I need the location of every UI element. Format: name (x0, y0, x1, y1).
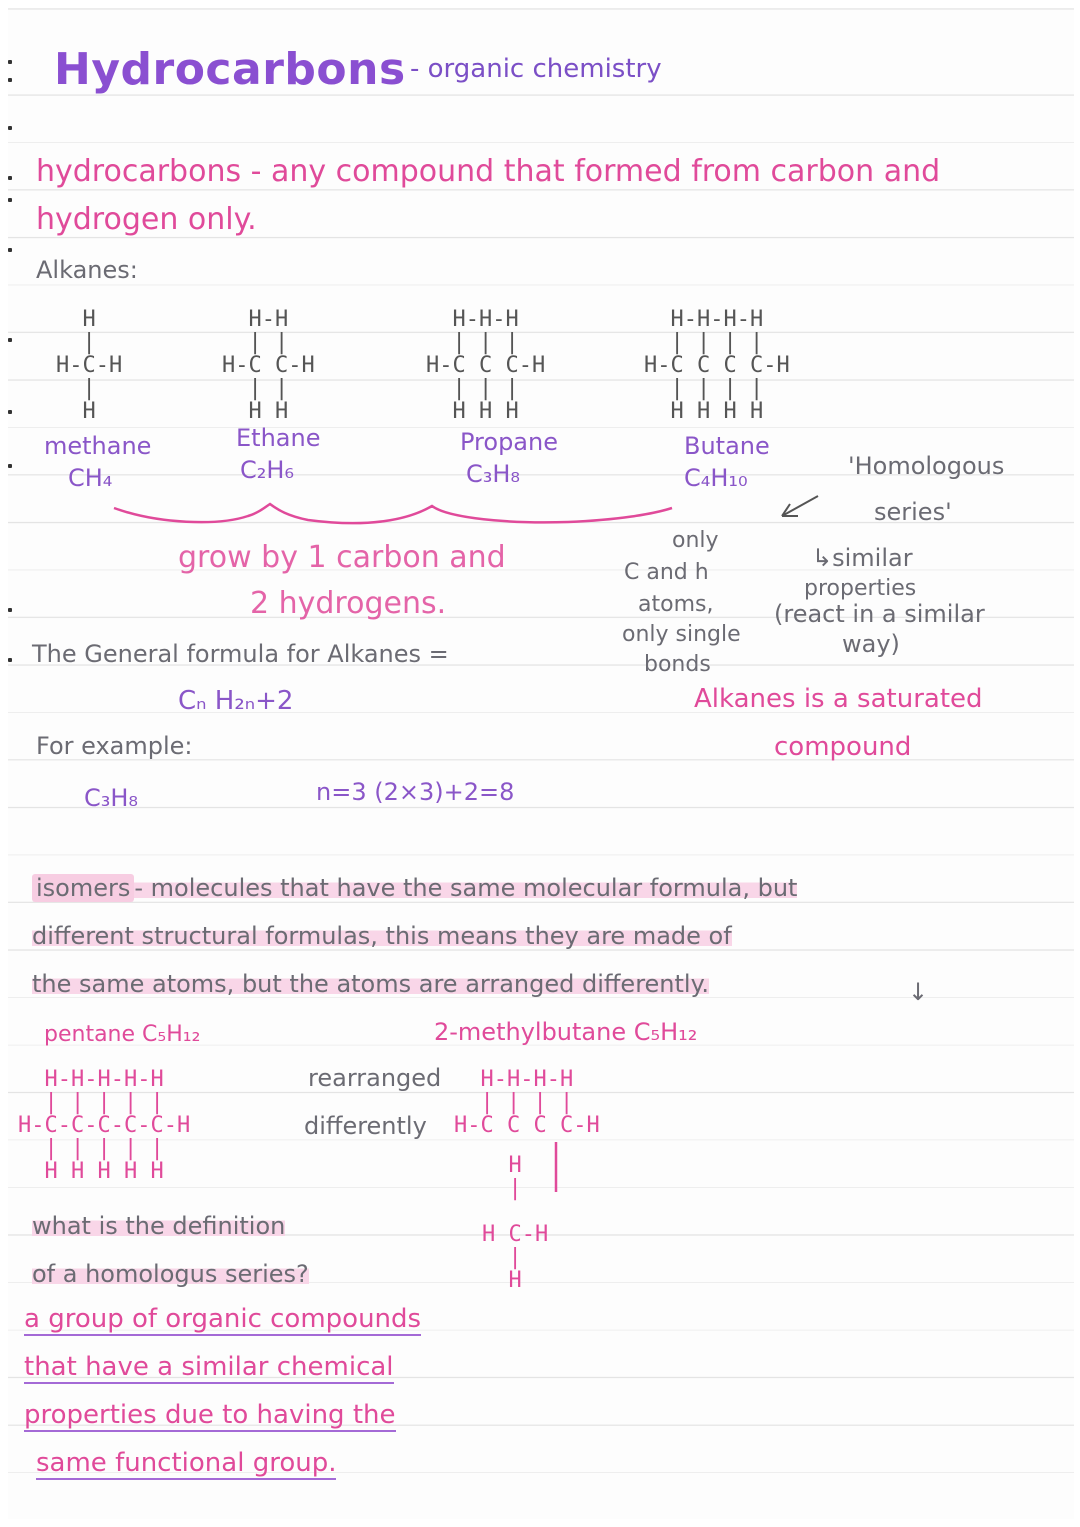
methane-formula: CH₄ (68, 464, 113, 492)
butane-structure: H-H-H-H | | | | H-C C C C-H | | | | H H H H (644, 307, 790, 425)
isomers-line-1-text: - molecules that have the same molecular formula, but (134, 874, 798, 902)
homologous-note-line-2: series' (874, 498, 952, 526)
answer-line-4 (36, 1448, 336, 1478)
definition-line-1: hydrocarbons - any compound that formed from carbon and (36, 154, 941, 189)
butane-formula: C₄H₁₀ (684, 464, 748, 492)
isomers-line-1 (32, 874, 797, 902)
example-formula: C₃H₈ (84, 784, 139, 812)
homologous-note-line-6: way) (842, 630, 900, 658)
homologous-note-line-4: properties (804, 576, 917, 601)
rearranged-note-line-2: differently (304, 1112, 427, 1140)
butane-name: Butane (684, 432, 770, 460)
isomers-term: isomers (32, 874, 134, 902)
saturated-note-line-1: Alkanes is a saturated (694, 684, 983, 714)
notebook-page (8, 8, 1074, 1519)
propane-name: Propane (460, 428, 558, 456)
methylbutane-label: 2-methylbutane C₅H₁₂ (434, 1018, 698, 1046)
homologous-note-line-1: 'Homologous (848, 452, 1005, 480)
grouping-brace (114, 504, 672, 523)
homologous-note-line-5: (react in a similar (774, 600, 985, 628)
isomers-line-2: different structural formulas, this means they are made of (32, 922, 732, 950)
homologous-note-line-3: ↳similar (812, 544, 913, 572)
rearranged-note-line-1: rearranged (308, 1064, 442, 1092)
methylbutane-branch: H | H C-H | H (482, 1153, 549, 1294)
propane-structure: H-H-H | | | H-C C C-H | | | H H H (426, 307, 546, 425)
ethane-name: Ethane (236, 424, 321, 452)
answer-line-1 (24, 1304, 421, 1334)
answer-line-3-text: properties due to having the (24, 1400, 396, 1430)
methane-structure: H | H-C-H | H (56, 307, 123, 425)
only-note-line-1: only (672, 528, 719, 553)
definition-line-2: hydrogen only. (36, 202, 257, 237)
answer-line-2 (24, 1352, 394, 1382)
pentane-structure: H-H-H-H-H | | | | | H-C-C-C-C-C-H | | | | | H H H H H (18, 1067, 191, 1185)
answer-line-2-text: that have a similar chemical (24, 1352, 394, 1382)
answer-line-4-text: same functional group. (36, 1448, 337, 1478)
page-subtitle: - organic chemistry (410, 54, 662, 84)
ethane-formula: C₂H₆ (240, 456, 295, 484)
methylbutane-structure: H-H-H-H | | | | H-C C C C-H (454, 1067, 600, 1139)
question-line-2: of a homologus series? (32, 1260, 309, 1288)
pentane-label: pentane C₅H₁₂ (44, 1022, 201, 1047)
grow-note-line-1: grow by 1 carbon and (178, 540, 506, 575)
isomers-line-3: the same atoms, but the atoms are arranged differently. (32, 970, 710, 998)
example-label: For example: (36, 732, 193, 760)
answer-line-1-text: a group of organic compounds (24, 1304, 422, 1334)
general-formula: Cₙ H₂ₙ+2 (178, 686, 294, 716)
page-title: Hydrocarbons (54, 44, 406, 95)
general-formula-label: The General formula for Alkanes = (32, 640, 449, 668)
only-note-line-3: atoms, (638, 592, 714, 617)
only-note-line-5: bonds (644, 652, 711, 677)
only-note-line-2: C and h (624, 560, 709, 585)
ethane-structure: H-H | | H-C C-H | | H H (222, 307, 315, 425)
grow-note-line-2: 2 hydrogens. (250, 586, 447, 621)
only-note-line-4: only single (622, 622, 741, 647)
answer-line-3 (24, 1400, 396, 1430)
example-working: n=3 (2×3)+2=8 (316, 778, 515, 806)
saturated-note-line-2: compound (774, 732, 912, 762)
pointer-arrow-icon (782, 496, 818, 516)
methane-name: methane (44, 432, 152, 460)
down-arrow-icon: ↓ (908, 978, 929, 1006)
alkanes-heading: Alkanes: (36, 256, 138, 284)
propane-formula: C₃H₈ (466, 460, 521, 488)
question-line-1: what is the definition (32, 1212, 286, 1240)
